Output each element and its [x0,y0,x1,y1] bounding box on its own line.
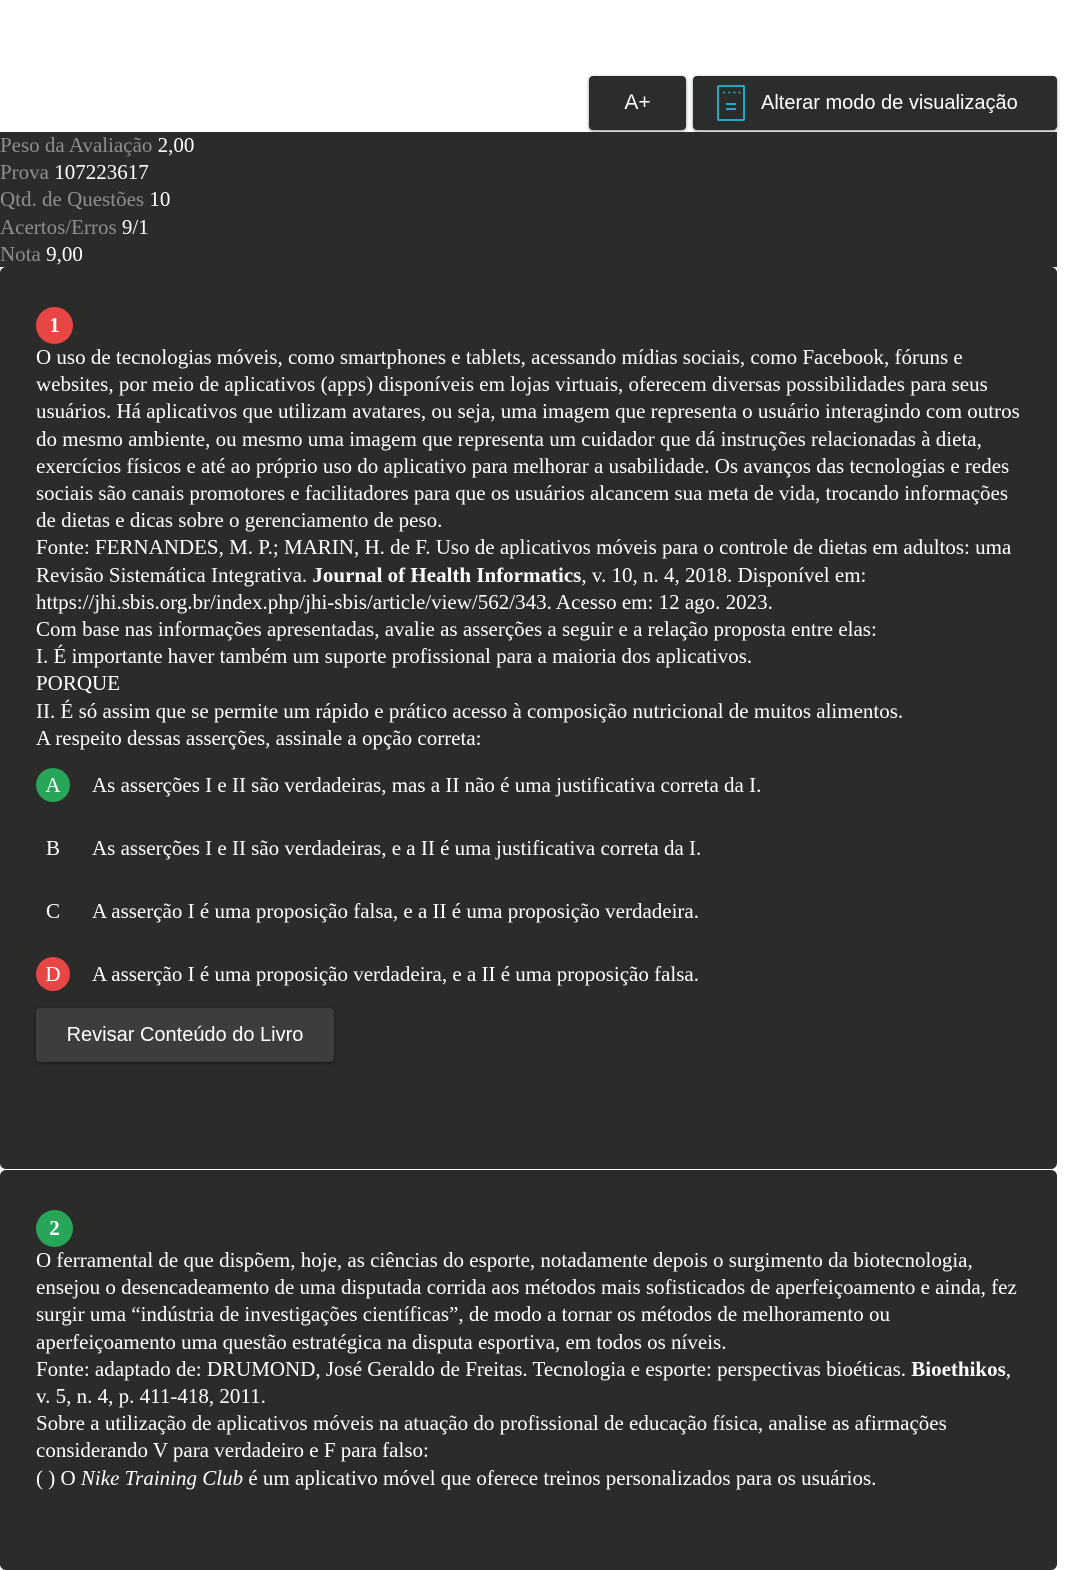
option-c[interactable] [36,894,1021,928]
font-size-button-label: A+ [624,91,651,114]
summary-question-count: Qtd. de Questões 10 [0,187,171,212]
question-card-2 [0,1170,1057,1570]
change-view-button[interactable] [693,76,1057,130]
summary-weight: Peso da Avaliação 2,00 [0,133,195,157]
review-book-content-button[interactable]: Revisar Conteúdo do Livro [36,1008,334,1062]
option-b[interactable] [36,831,1021,865]
question-card-1 [0,267,1057,1169]
option-letter-correct: A [36,768,70,802]
summary-exam-id: Prova 107223617 [0,160,149,185]
question-text: O ferramental de que dispõem, hoje, as ciências do esporte, notadamente depois o surgimento da biotecnologia, ensejou o desencadeamento de uma disputada corrida aos métodos mais sofisticados de aperfeiçoamento e ainda, fez surgir uma “indústria de investigações científicas”, de modo a tornar os métodos de melhoramento ou aperfeiçoamento uma questão estratégica na disputa esportiva, em todos os níveis. Fonte: adaptado de: DRUMOND, José Geraldo de Freitas. Tecnologia e esporte: perspectivas bioéticas. Bioethikos, v. 5, n. 4, p. 411-418, 2011. Sobre a utilização de aplicativos móveis na atuação do profissional de educação física, analise as afirmações considerando V para verdadeiro e F para falso: ( ) O Nike Training Club é um aplicativo móvel que oferece treinos personalizados para os usuários. [36,1248,1017,1490]
option-text: As asserções I e II são verdadeiras, mas a II não é uma justificativa correta da I. [92,772,762,797]
document-view-icon: •••• [717,85,745,121]
option-letter-selected-wrong: D [36,957,70,991]
exam-summary [0,132,1057,267]
question-text: O uso de tecnologias móveis, como smartphones e tablets, acessando mídias sociais, como Facebook, fóruns e websites, por meio de aplicativos (apps) disponíveis em lojas virtuais, oferecem diversas possibilidades para seus usuários. Há aplicativos que utilizam avatares, ou seja, uma imagem que representa o usuário interagindo com outros do mesmo ambiente, ou mesmo uma imagem que representa um cuidador que dá instruções relacionadas à dieta, exercícios físicos e até ao próprio uso do aplicativo para melhorar a usabilidade. Os avanços das tecnologias e redes sociais são canais promotores e facilitadores para que os usuários alcancem sua meta de vida, trocando informações de dietas e dicas sobre o gerenciamento de peso. Fonte: FERNANDES, M. P.; MARIN, H. de F. Uso de aplicativos móveis para o controle de dietas em adultos: uma Revisão Sistemática Integrativa. Journal of Health Informatics, v. 10, n. 4, 2018. Disponível em: https://jhi.sbis.org.br/index.php/jhi-sbis/article/view/562/343. Acesso em: 12 ago. 2023. Com base nas informações apresentadas, avalie as asserções a seguir e a relação proposta entre elas: I. É importante haver também um suporte profissional para a maioria dos aplicativos. PORQUE II. É só assim que se permite um rápido e prático acesso à composição nutricional de muitos alimentos. A respeito dessas asserções, assinale a opção correta: [36,345,1020,750]
change-view-button-label: Alterar modo de visualização [761,91,1018,114]
option-letter: B [45,835,60,860]
option-a[interactable] [36,768,1021,802]
answer-options [36,768,1021,991]
font-size-button[interactable] [589,76,686,130]
question-number-badge: 2 [36,1210,73,1247]
question-number-badge: 1 [36,307,73,344]
summary-grade: Nota 9,00 [0,241,83,266]
option-text: A asserção I é uma proposição verdadeira, e a II é uma proposição falsa. [92,961,699,986]
option-text: A asserção I é uma proposição falsa, e a II é uma proposição verdadeira. [92,898,699,923]
summary-hits-misses: Acertos/Erros 9/1 [0,214,149,239]
option-d[interactable] [36,957,1021,991]
option-text: As asserções I e II são verdadeiras, e a II é uma justificativa correta da I. [92,835,702,860]
option-letter: C [45,898,60,923]
